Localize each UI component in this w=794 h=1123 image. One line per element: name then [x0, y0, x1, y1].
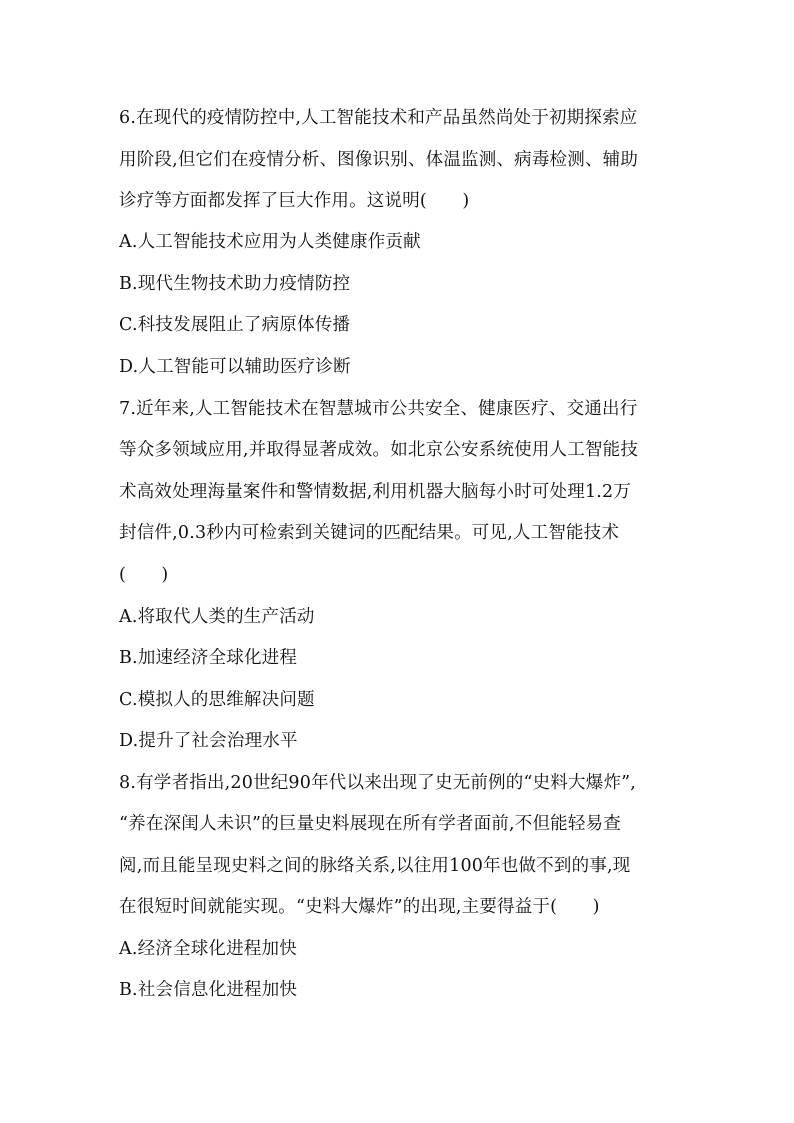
question-7-option-d: D.提升了社会治理水平 [119, 731, 298, 751]
question-6-stem-line-1: 6.在现代的疫情防控中,人工智能技术和产品虽然尚处于初期探索应 [119, 108, 638, 128]
question-7-stem-line-3: 术高效处理海量案件和警情数据,利用机器大脑每小时可处理1.2万 [119, 482, 632, 502]
question-7-option-a: A.将取代人类的生产活动 [119, 607, 315, 627]
question-7-option-c: C.模拟人的思维解决问题 [119, 690, 315, 710]
question-6-option-b: B.现代生物技术助力疫情防控 [119, 274, 351, 294]
question-8-stem-line-4: 在很短时间就能实现。“史料大爆炸”的出现,主要得益于( ) [119, 897, 600, 917]
question-7-stem-line-1: 7.近年来,人工智能技术在智慧城市公共安全、健康医疗、交通出行 [119, 399, 638, 419]
question-6-stem-line-3: 诊疗等方面都发挥了巨大作用。这说明( ) [119, 191, 470, 211]
question-8-stem-line-1: 8.有学者指出,20世纪90年代以来出现了史无前例的“史料大爆炸”, [119, 773, 637, 793]
question-8-option-b: B.社会信息化进程加快 [119, 980, 298, 1000]
question-6-option-d: D.人工智能可以辅助医疗诊断 [119, 357, 351, 377]
question-7-stem-line-5: ( ) [119, 565, 169, 585]
question-8-option-a: A.经济全球化进程加快 [119, 939, 297, 959]
question-6-stem-line-2: 用阶段,但它们在疫情分析、图像识别、体温监测、病毒检测、辅助 [119, 150, 639, 170]
question-7-stem-line-4: 封信件,0.3秒内可检索到关键词的匹配结果。可见,人工智能技术 [119, 523, 620, 543]
question-8-stem-line-2: “养在深闺人未识”的巨量史料展现在所有学者面前,不但能轻易查 [119, 814, 621, 834]
question-7-option-b: B.加速经济全球化进程 [119, 648, 298, 668]
question-6-option-c: C.科技发展阻止了病原体传播 [119, 315, 351, 335]
question-8-stem-line-3: 阅,而且能呈现史料之间的脉络关系,以往用100年也做不到的事,现 [119, 856, 631, 876]
question-7-stem-line-2: 等众多领域应用,并取得显著成效。如北京公安系统使用人工智能技 [119, 440, 639, 460]
question-6-option-a: A.人工智能技术应用为人类健康作贡献 [119, 232, 421, 252]
